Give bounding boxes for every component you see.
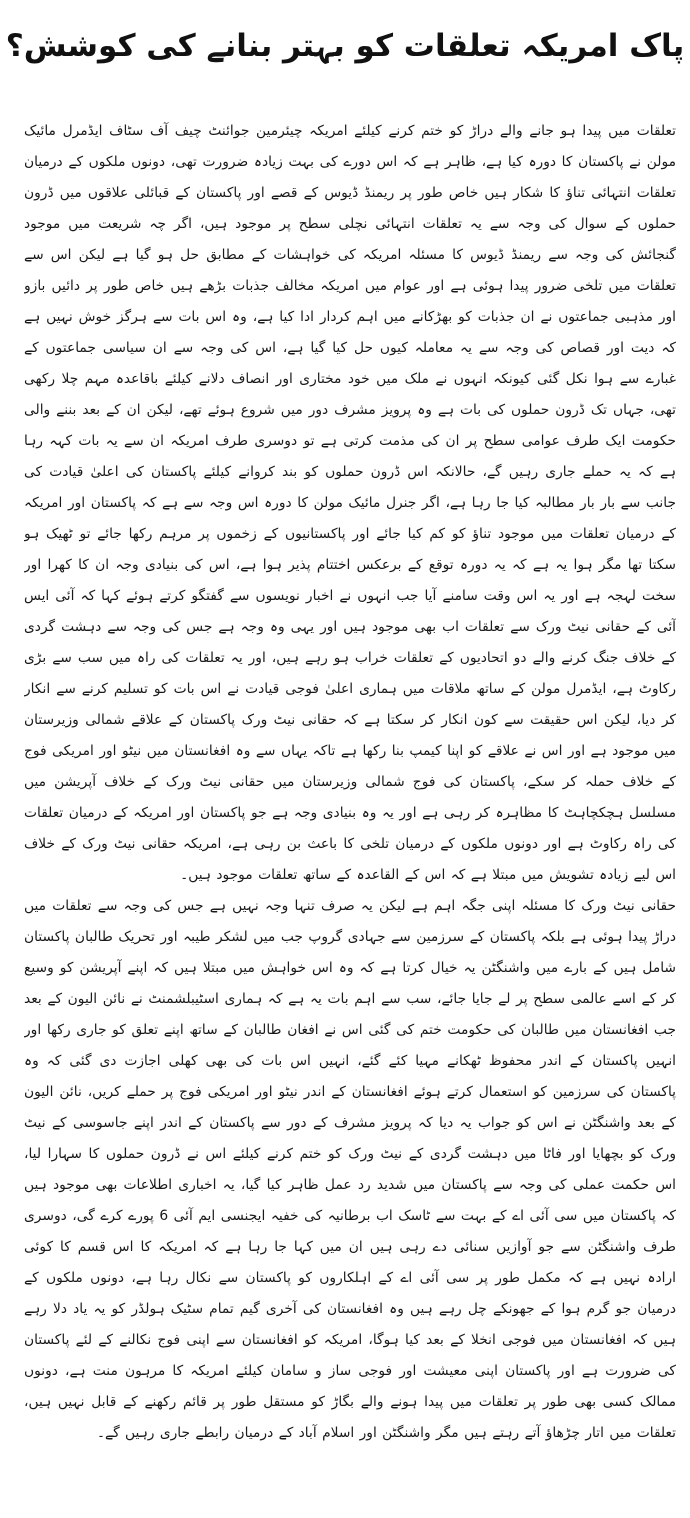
headline: پاک امریکہ تعلقات کو بہتر بنانے کی کوشش؟	[5, 27, 685, 64]
article-body	[24, 116, 676, 1504]
article-paragraph: حقانی نیٹ ورک کا مسئلہ اپنی جگہ اہم ہے لیکن یہ صرف تنہا وجہ نہیں ہے جس کی وجہ سے تعلقات میں دراڑ پیدا ہوئی ہے بلکہ پاکستان کے سرزمین سے جہادی گروپ جب میں لشکر طیبہ اور تحریک طالبان پاکستان شامل ہیں کے بارے میں واشنگٹن یہ خیال کرتا ہے کہ وہ اس خواہش میں مبتلا ہیں کہ اپنے آپریشن کو وسیع کر کے اسے عالمی سطح پر لے جایا جائے، سب سے اہم بات یہ ہے کہ ہماری اسٹیبلشمنٹ نے نائن الیون کے بعد جب افغانستان میں طالبان کی حکومت ختم کی گئی اس نے افغان طالبان کے ساتھ اپنے تعلق کو جاری رکھا اور انہیں پاکستان کے اندر محفوظ ٹھکانے مہیا کئے گئے، انہیں اس بات کی بھی کھلی اجازت دی گئی کہ وہ پاکستان کی سرزمین کو استعمال کرتے ہوئے افغانستان کے اندر نیٹو اور امریکی فوج پر حملے کریں، نائن الیون کے بعد واشنگٹن نے اس کو جواب یہ دیا کہ پرویز مشرف کے دور سے پاکستان کے اندر اپنے جاسوسی کے نیٹ ورک کو بچھایا اور فاٹا میں دہشت گردی کے نیٹ ورک کو ختم کرنے کیلئے اس نے ڈرون حملوں کا سہارا لیا، اس حکمت عملی کی وجہ سے پاکستان میں شدید رد عمل ظاہر کیا گیا، یہ اخباری اطلاعات بھی موجود ہیں کہ پاکستان میں سی آئی اے کے بہت سے ٹاسک اب برطانیہ کی خفیہ ایجنسی ایم آئی 6 پورے کرے گی، دوسری طرف واشنگٹن سے جو آوازیں سنائی دے رہی ہیں ان میں کہا جا رہا ہے کہ امریکہ کا اس قسم کا کوئی ارادہ نہیں ہے کہ مکمل طور پر سی آئی اے کے اہلکاروں کو پاکستان سے نکال رہا ہے، دونوں ملکوں کے درمیان جو گرم ہوا کے جھونکے چل رہے ہیں وہ افغانستان کی آخری گیم تمام سٹیک ہولڈر کو یہ یاد دلا رہے ہیں کہ افغانستان میں فوجی انخلا کے بعد کیا ہوگا، امریکہ کو افغانستان سے اپنی فوج نکالنے کے لئے پاکستان کی ضرورت ہے اور پاکستان اپنی معیشت اور فوجی ساز و سامان کیلئے امریکہ کا مرہون منت ہے، دونوں ممالک کسی بھی طور پر تعلقات میں پیدا ہونے والے بگاڑ کو مستقل طور پر قائم رکھنے کے قابل نہیں ہیں، تعلقات میں اتار چڑھاؤ آتے رہتے ہیں مگر واشنگٹن اور اسلام آباد کے درمیان رابطے جاری رہیں گے۔	[24, 898, 676, 1441]
article-paragraph: تعلقات میں پیدا ہو جانے والے دراڑ کو ختم کرنے کیلئے امریکہ چیئرمین جوائنٹ چیف آف سٹاف ایڈمرل مائیک مولن نے پاکستان کا دورہ کیا ہے، ظاہر ہے کہ اس دورے کی بہت زیادہ ضرورت تھی، دونوں ملکوں کے درمیان تعلقات انتہائی تناؤ کا شکار ہیں خاص طور پر ریمنڈ ڈیوس کے قصے اور پاکستان کے قبائلی علاقوں میں ڈرون حملوں کے سوال کی وجہ سے یہ تعلقات انتہائی نچلی سطح پر موجود ہیں، اگر چہ شریعت میں موجود گنجائش کی وجہ سے ریمنڈ ڈیوس کا مسئلہ امریکہ کی خواہشات کے مطابق حل ہو گیا ہے لیکن اس سے تعلقات میں تلخی ضرور پیدا ہوئی ہے اور عوام میں امریکہ مخالف جذبات بڑھے ہیں خاص طور پر دائیں بازو اور مذہبی جماعتوں نے ان جذبات کو بھڑکانے میں اہم کردار ادا کیا ہے، وہ اس بات سے ہرگز خوش نہیں ہے کہ دیت اور قصاص کی وجہ سے یہ معاملہ کیوں حل کیا گیا ہے، اس کی وجہ سے ان سیاسی جماعتوں کے غبارے سے ہوا نکل گئی کیونکہ انہوں نے ملک میں خود مختاری اور انصاف دلانے کیلئے باقاعدہ مہم چلا رکھی تھی، جہاں تک ڈرون حملوں کی بات ہے وہ پرویز مشرف دور میں شروع ہوئے تھے، لیکن ان کے بعد بننے والی حکومت ایک طرف عوامی سطح پر ان کی مذمت کرتی ہے تو دوسری طرف امریکہ ان سے یہ بات کہہ رہا ہے کہ یہ حملے جاری رہیں گے، حالانکہ اس ڈرون حملوں کو بند کروانے کیلئے پاکستان کی اعلیٰ قیادت کی جانب سے بار بار مطالبہ کیا جا رہا ہے، اگر جنرل مائیک مولن کا دورہ اس وجہ سے ہے کہ پاکستان اور امریکہ کے درمیان تعلقات میں موجود تناؤ کو کم کیا جائے اور پاکستانیوں کے زخموں پر مرہم رکھا جائے تو ٹھیک ہو سکتا تھا مگر ہوا یہ ہے کہ یہ دورہ توقع کے برعکس اختتام پذیر ہوا ہے، اس کی بنیادی وجہ ان کا کھرا اور سخت لہجہ ہے اور یہ اس وقت سامنے آیا جب انہوں نے اخبار نویسوں سے گفتگو کرتے ہوئے کہا کہ آئی ایس آئی کے حقانی نیٹ ورک سے تعلقات اب بھی موجود ہیں اور یہی وہ وجہ ہے جس کی وجہ سے دہشت گردی کے خلاف جنگ کرنے والے دو اتحادیوں کے تعلقات خراب ہو رہے ہیں، اور یہ تعلقات کی راہ میں سب سے بڑی رکاوٹ ہے، ایڈمرل مولن کے ساتھ ملاقات میں ہماری اعلیٰ فوجی قیادت نے اس بات کو تسلیم کرنے سے انکار کر دیا، لیکن اس حقیقت سے کون انکار کر سکتا ہے کہ حقانی نیٹ ورک پاکستان کے علاقے شمالی وزیرستان میں موجود ہے اور اس نے علاقے کو اپنا کیمپ بنا رکھا ہے تاکہ یہاں سے وہ افغانستان میں نیٹو اور امریکی فوج کے خلاف حملہ کر سکے، پاکستان کی فوج شمالی وزیرستان میں حقانی نیٹ ورک کے خلاف آپریشن میں مسلسل ہچکچاہٹ کا مظاہرہ کر رہی ہے اور یہ وہ بنیادی وجہ ہے جو پاکستان اور امریکہ کے درمیان تعلقات کی راہ رکاوٹ ہے اور دونوں ملکوں کے درمیان تلخی کا باعث بن رہی ہے، امریکہ حقانی نیٹ ورک کے خلاف اس لیے زیادہ تشویش میں مبتلا ہے کہ اس کے القاعدہ کے ساتھ تعلقات موجود ہیں۔	[24, 123, 676, 883]
